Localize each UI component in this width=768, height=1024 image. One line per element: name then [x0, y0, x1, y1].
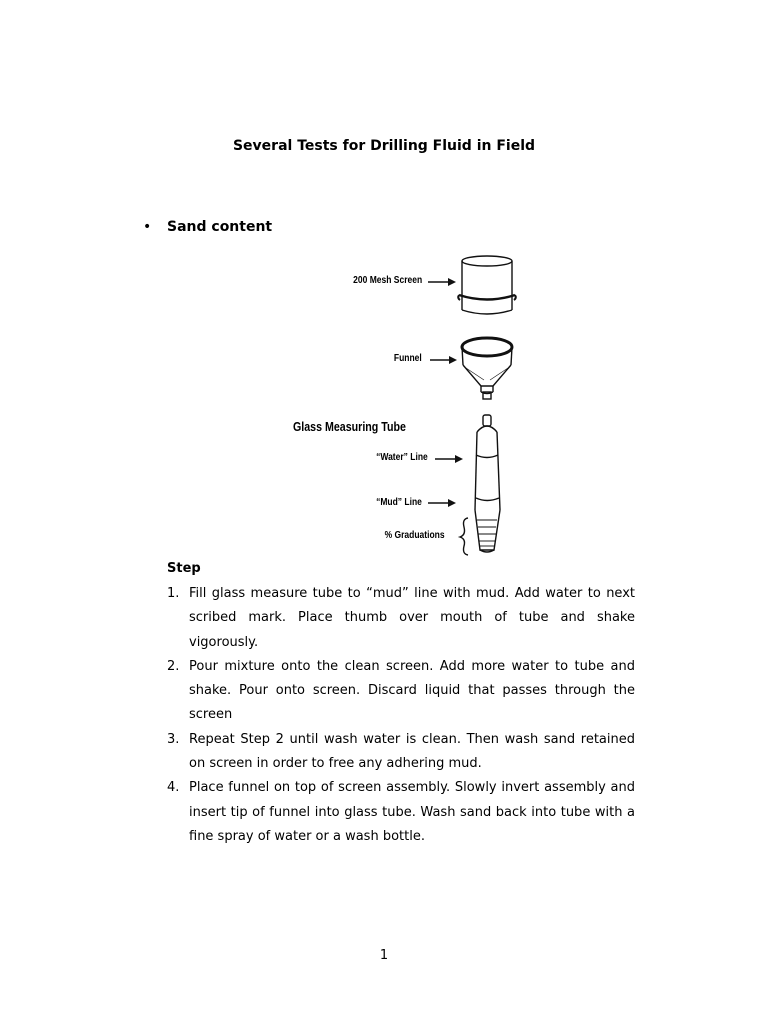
step-heading: Step: [167, 561, 201, 576]
funnel-label: Funnel: [394, 353, 422, 364]
glass-tube-drawing: [475, 415, 500, 552]
step-number: 2.: [167, 658, 180, 674]
page-number: 1: [379, 948, 389, 963]
mesh-screen-label: 200 Mesh Screen: [353, 275, 422, 286]
sand-content-apparatus-drawing: [280, 240, 540, 560]
step-text: Pour mixture onto the clean screen. Add more water to tube and shake. Pour onto screen. Discard liquid that passes through the screen: [189, 658, 635, 723]
water-line-label: “Water” Line: [376, 452, 428, 463]
graduations-brace: [460, 518, 468, 555]
sand-content-diagram: [280, 240, 540, 560]
step-number: 3.: [167, 731, 180, 747]
list-item: [167, 728, 635, 777]
section-heading: [143, 219, 272, 235]
document-title: Several Tests for Drilling Fluid in Field: [232, 138, 536, 154]
step-number: 4.: [167, 780, 180, 796]
steps-list: [167, 582, 635, 849]
mud-line-label: “Mud” Line: [376, 497, 422, 508]
glass-tube-title: Glass Measuring Tube: [293, 419, 406, 434]
funnel-drawing: [462, 338, 512, 399]
list-item: [167, 582, 635, 655]
step-text: Repeat Step 2 until wash water is clean. Then wash sand retained on screen in order to free any adhering mud.: [189, 731, 635, 772]
list-item: [167, 655, 635, 728]
graduations-label: % Graduations: [385, 530, 445, 541]
step-text: Place funnel on top of screen assembly. Slowly invert assembly and insert tip of funnel into glass tube. Wash sand back into tube with a fine spray of water or a wash bottle.: [189, 780, 635, 844]
section-heading-text: Sand content: [167, 219, 273, 235]
bullet-icon: •: [143, 219, 152, 235]
step-number: 1.: [167, 586, 180, 601]
mesh-screen-drawing: [458, 256, 516, 314]
step-text: Fill glass measure tube to “mud” line with mud. Add water to next scribed mark. Place thumb over mouth of tube and shake vigorously.: [189, 586, 635, 650]
list-item: [167, 776, 635, 849]
